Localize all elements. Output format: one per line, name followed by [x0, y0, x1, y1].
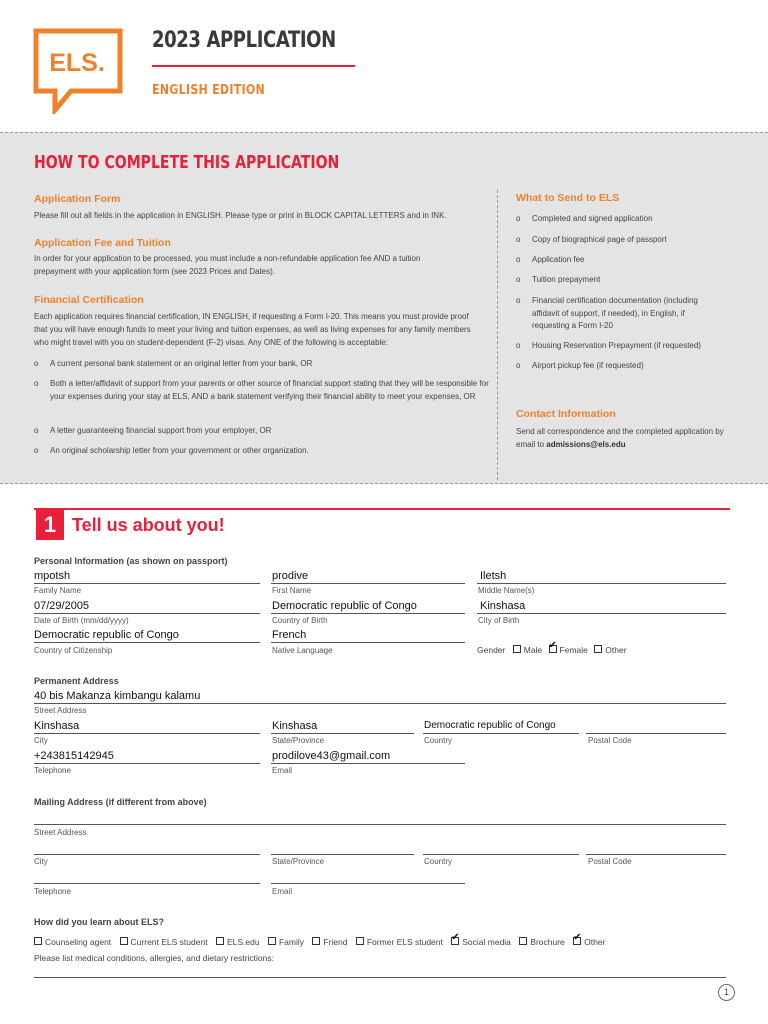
field-line: [34, 583, 260, 584]
dob-field[interactable]: 07/29/2005: [34, 600, 90, 612]
field-line: [271, 613, 465, 614]
field-line: [271, 733, 414, 734]
learn-option-family[interactable]: [268, 937, 304, 947]
checkbox-icon[interactable]: [216, 937, 224, 945]
instructions-title: HOW TO COMPLETE THIS APPLICATION: [34, 152, 340, 173]
send-item: o Tuition prepayment: [516, 274, 752, 287]
mailing-telephone-label: Telephone: [34, 887, 71, 896]
learn-option-els-edu[interactable]: [216, 937, 260, 947]
financial-text: Each application requires financial certification, IN ENGLISH, if requesting a Form I-20. This means you must provide proof that you will have enough funds to meet your living and tuition expenses, as well as living expenses for any family members who might travel with you on student-dependent (F-2) visas. Any ONE of the following is acceptable:: [34, 312, 471, 347]
mailing-country-label: Country: [424, 857, 453, 866]
field-line: [34, 977, 726, 978]
option-label: Brochure: [530, 937, 565, 947]
financial-bullet: o An original scholarship letter from your government or other organization.: [34, 444, 490, 457]
contact-text: [516, 425, 741, 451]
section-number: 1: [36, 510, 64, 540]
option-label: Friend: [323, 937, 348, 947]
option-label: Female: [559, 645, 588, 655]
checkbox-icon[interactable]: [513, 645, 521, 653]
checkbox-icon[interactable]: [519, 937, 527, 945]
country-label: Country: [424, 736, 453, 745]
checkbox-icon[interactable]: [120, 937, 128, 945]
checked-checkbox-icon[interactable]: [451, 937, 459, 945]
checkbox-icon[interactable]: [594, 645, 602, 653]
country-of-birth-field[interactable]: Democratic republic of Congo: [272, 600, 417, 612]
section-rule: [34, 508, 730, 510]
field-line: [423, 854, 579, 855]
postal-code-label: Postal Code: [588, 736, 632, 745]
option-label: Counseling agent: [45, 937, 112, 947]
field-line: [34, 703, 726, 704]
country-field[interactable]: Democratic republic of Congo: [424, 720, 556, 731]
mailing-street-label: Street Address: [34, 828, 87, 837]
citizenship-field[interactable]: Democratic republic of Congo: [34, 629, 179, 641]
learn-option-other[interactable]: [573, 937, 605, 947]
field-line: [271, 883, 465, 884]
learn-option-current-student[interactable]: [120, 937, 208, 947]
page-number: 1: [718, 984, 735, 1001]
learn-option-social-media[interactable]: [451, 937, 511, 947]
telephone-label: Telephone: [34, 766, 71, 775]
contact-email-link[interactable]: admissions@els.edu: [546, 440, 626, 449]
edition-label: ENGLISH EDITION: [152, 83, 266, 98]
learn-option-former-student[interactable]: [356, 937, 443, 947]
mailing-state-label: State/Province: [272, 857, 325, 866]
city-label: City: [34, 736, 48, 745]
option-label: Other: [605, 645, 627, 655]
street-address-field[interactable]: 40 bis Makanza kimbangu kalamu: [34, 690, 201, 702]
financial-heading: Financial Certification: [34, 294, 144, 306]
learn-option-counseling-agent[interactable]: [34, 937, 111, 947]
middle-name-field[interactable]: Iletsh: [480, 570, 507, 582]
family-name-label: Family Name: [34, 586, 82, 595]
option-label: Family: [278, 937, 304, 947]
native-language-field[interactable]: French: [272, 629, 307, 641]
column-divider: [497, 190, 498, 480]
send-item: o Housing Reservation Prepayment (if requested): [516, 340, 752, 353]
field-line: [586, 854, 726, 855]
send-item: o Airport pickup fee (if requested): [516, 360, 752, 373]
checkbox-icon[interactable]: [34, 937, 42, 945]
field-line: [477, 583, 726, 584]
citizenship-label: Country of Citizenship: [34, 646, 113, 655]
learn-option-brochure[interactable]: [519, 937, 565, 947]
contact-text-body: Send all correspondence and the completed application by email to: [516, 427, 724, 449]
dob-label: Date of Birth (mm/dd/yyyy): [34, 616, 129, 625]
financial-bullet: o A current personal bank statement or an original letter from your bank, OR: [34, 357, 490, 370]
family-name-field[interactable]: mpotsh: [34, 570, 71, 582]
gender-label: Gender: [477, 645, 506, 655]
send-item: o Copy of biographical page of passport: [516, 234, 752, 247]
checkbox-icon[interactable]: [312, 937, 320, 945]
title-rule: [152, 65, 355, 67]
state-label: State/Province: [272, 736, 325, 745]
field-line: [34, 613, 260, 614]
field-line: [34, 883, 260, 884]
field-line: [423, 733, 579, 734]
contact-heading: Contact Information: [516, 408, 616, 420]
section-title: Tell us about you!: [72, 515, 225, 535]
gender-other-option[interactable]: [594, 645, 626, 655]
city-field[interactable]: Kinshasa: [34, 720, 80, 732]
learn-option-friend[interactable]: [312, 937, 347, 947]
application-form-text: Please fill out all fields in the application in ENGLISH. Please type or print in BLOCK CAPITAL LETTERS and in INK.: [34, 211, 447, 220]
field-line: [34, 854, 260, 855]
permanent-address-heading: Permanent Address: [34, 676, 119, 686]
gender-group: [477, 645, 627, 655]
application-form-heading: Application Form: [34, 193, 121, 205]
field-line: [271, 854, 414, 855]
field-line: [34, 763, 260, 764]
personal-info-heading: Personal Information (as shown on passport): [34, 556, 228, 566]
mailing-email-label: Email: [272, 887, 293, 896]
send-item: o Financial certification documentation (including affidavit of support, if needed), in English, if requesting a Form I-20: [516, 295, 712, 333]
medical-label: Please list medical conditions, allergies, and dietary restrictions:: [34, 953, 275, 963]
learn-heading: How did you learn about ELS?: [34, 917, 165, 927]
option-label: Social media: [462, 937, 511, 947]
native-language-label: Native Language: [272, 646, 333, 655]
country-of-birth-label: Country of Birth: [272, 616, 328, 625]
field-line: [34, 642, 260, 643]
email-label: Email: [272, 766, 293, 775]
send-item: o Application fee: [516, 254, 752, 267]
gender-male-option[interactable]: [513, 645, 542, 655]
gender-female-option[interactable]: [549, 645, 588, 655]
field-line: [271, 642, 465, 643]
send-heading: What to Send to ELS: [516, 192, 620, 204]
mailing-city-label: City: [34, 857, 48, 866]
field-line: [271, 763, 465, 764]
first-name-label: First Name: [272, 586, 312, 595]
telephone-field[interactable]: +243815142945: [34, 750, 114, 762]
field-line: [34, 824, 726, 825]
option-label: Male: [523, 645, 543, 655]
field-line: [34, 733, 260, 734]
learn-options: [34, 937, 605, 947]
fee-heading: Application Fee and Tuition: [34, 237, 171, 249]
field-line: [271, 583, 465, 584]
financial-bullet: o Both a letter/affidavit of support from your parents or other source of financial support stating that they will be responsible for your expenses during your stay at ELS, AND a bank statement verifying their financial ability to meet your expenses, OR: [34, 377, 490, 403]
state-field[interactable]: Kinshasa: [272, 720, 318, 732]
els-logo: [33, 28, 123, 114]
option-label: Former ELS student: [366, 937, 443, 947]
field-line: [586, 733, 726, 734]
option-label: Other: [584, 937, 606, 947]
option-label: ELS.edu: [226, 937, 260, 947]
send-item: o Completed and signed application: [516, 213, 752, 226]
checkbox-icon[interactable]: [356, 937, 364, 945]
mailing-address-heading: Mailing Address (if different from above): [34, 797, 207, 807]
city-of-birth-field[interactable]: Kinshasa: [480, 600, 526, 612]
street-address-label: Street Address: [34, 706, 87, 715]
checked-checkbox-icon[interactable]: [549, 645, 557, 653]
field-line: [477, 613, 726, 614]
fee-text: In order for your application to be processed, you must include a non-refundable application fee AND a tuition prepayment with your application form (see 2023 Prices and Dates).: [34, 254, 421, 276]
first-name-field[interactable]: prodive: [272, 570, 309, 582]
middle-name-label: Middle Name(s): [478, 586, 535, 595]
option-label: Current ELS student: [130, 937, 208, 947]
mailing-postal-label: Postal Code: [588, 857, 632, 866]
checked-checkbox-icon[interactable]: [573, 937, 581, 945]
email-field[interactable]: prodilove43@gmail.com: [272, 750, 391, 762]
financial-bullet: o A letter guaranteeing financial support from your employer, OR: [34, 424, 490, 437]
city-of-birth-label: City of Birth: [478, 616, 520, 625]
checkbox-icon[interactable]: [268, 937, 276, 945]
svg-text:ELS.: ELS.: [49, 49, 105, 77]
application-title: 2023 APPLICATION: [152, 28, 336, 53]
